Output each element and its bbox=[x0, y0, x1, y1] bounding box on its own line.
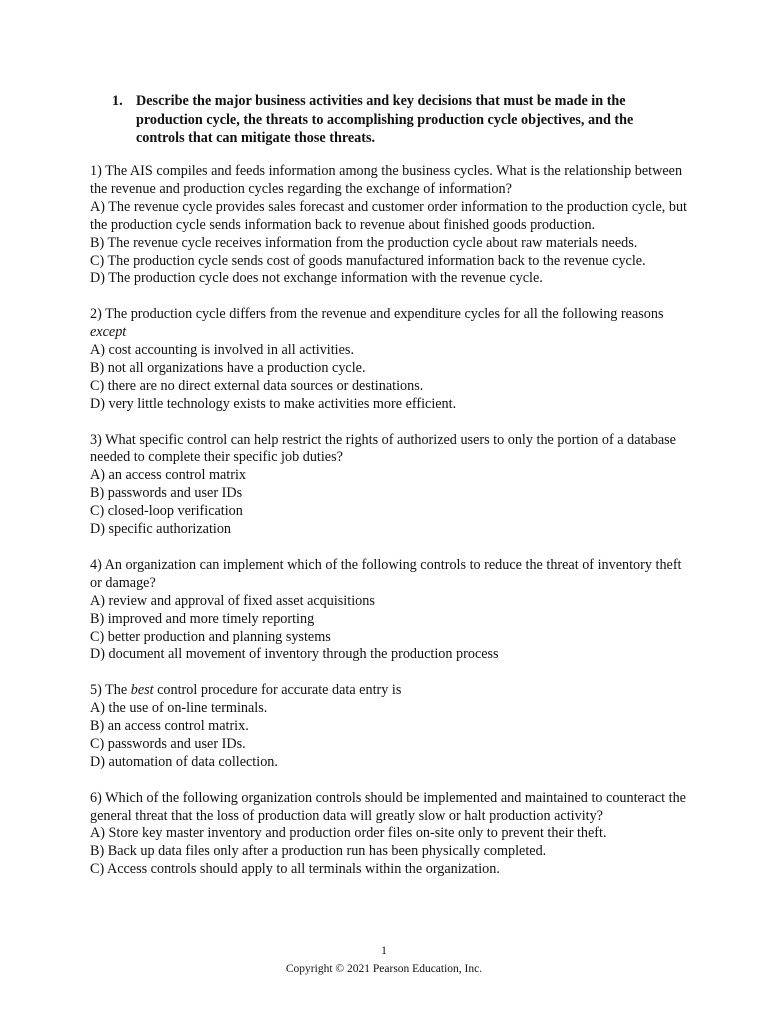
stem-emphasis: best bbox=[130, 682, 154, 699]
question-list bbox=[90, 163, 690, 897]
question-stem: 4) An organization can implement which of the following controls to reduce the threat of inventory theft or damage? bbox=[90, 556, 682, 591]
answer-option-c: C) Access controls should apply to all terminals within the organization. bbox=[90, 861, 500, 878]
answer-option-c: C) better production and planning systems bbox=[90, 628, 331, 645]
heading-text: Describe the major business activities and key decisions that must be made in the production cycle, the threats to accomplishing production cycle objectives, and the controls that can mitigate those threats. bbox=[136, 93, 634, 146]
answer-option-d: D) specific authorization bbox=[90, 521, 232, 538]
answer-option-b: B) an access control matrix. bbox=[90, 718, 249, 735]
answer-option-b: B) passwords and user IDs bbox=[90, 485, 243, 502]
question-5 bbox=[90, 682, 690, 772]
answer-option-c: C) passwords and user IDs. bbox=[90, 735, 246, 752]
stem-text: 2) The production cycle differs from the revenue and expenditure cycles for all the following reasons bbox=[90, 306, 664, 323]
question-stem: 1) The AIS compiles and feeds information among the business cycles. What is the relationship between the revenue and production cycles regarding the exchange of information? bbox=[90, 163, 683, 197]
page-number: 1 bbox=[381, 945, 387, 957]
stem-text: 5) The bbox=[90, 682, 131, 699]
section-heading bbox=[112, 92, 672, 148]
question-stem bbox=[90, 306, 690, 342]
question-3 bbox=[90, 432, 690, 539]
heading-number: 1. bbox=[112, 93, 123, 109]
question-2 bbox=[90, 306, 690, 413]
answer-option-b: B) Back up data files only after a production run has been physically completed. bbox=[90, 843, 547, 860]
answer-option-c: C) there are no direct external data sources or destinations. bbox=[90, 377, 424, 394]
question-stem: 3) What specific control can help restrict the rights of authorized users to only the portion of a database needed to complete their specific job duties? bbox=[90, 431, 676, 466]
question-4 bbox=[90, 557, 690, 664]
answer-option-c: C) The production cycle sends cost of goods manufactured information back to the revenue cycle. bbox=[90, 252, 646, 269]
answer-option-a: A) The revenue cycle provides sales forecast and customer order information to the production cycle, but the production cycle sends information back to revenue about finished goods production. bbox=[90, 198, 687, 233]
answer-option-c: C) closed-loop verification bbox=[90, 503, 243, 520]
answer-option-d: D) The production cycle does not exchange information with the revenue cycle. bbox=[90, 270, 543, 287]
stem-emphasis: except bbox=[90, 324, 127, 341]
answer-option-d: D) automation of data collection. bbox=[90, 753, 278, 770]
answer-option-a: A) Store key master inventory and production order files on-site only to prevent their theft. bbox=[90, 825, 607, 842]
question-6 bbox=[90, 790, 690, 880]
answer-option-b: B) improved and more timely reporting bbox=[90, 610, 315, 627]
question-1 bbox=[90, 163, 690, 288]
question-stem: 6) Which of the following organization controls should be implemented and maintained to counteract the general threat that the loss of production data will greatly slow or halt production activity? bbox=[90, 789, 686, 824]
answer-option-a: A) cost accounting is involved in all activities. bbox=[90, 342, 354, 359]
stem-text-after: control procedure for accurate data entry is bbox=[153, 682, 402, 699]
answer-option-d: D) very little technology exists to make activities more efficient. bbox=[90, 395, 457, 412]
answer-option-b: B) The revenue cycle receives information from the production cycle about raw materials needs. bbox=[90, 234, 638, 251]
answer-option-b: B) not all organizations have a production cycle. bbox=[90, 359, 366, 376]
copyright-notice: Copyright © 2021 Pearson Education, Inc. bbox=[285, 963, 483, 975]
answer-option-a: A) review and approval of fixed asset acquisitions bbox=[90, 592, 375, 609]
answer-option-a: A) an access control matrix bbox=[90, 467, 247, 484]
answer-option-a: A) the use of on-line terminals. bbox=[90, 700, 268, 717]
question-stem bbox=[90, 682, 690, 700]
answer-option-d: D) document all movement of inventory through the production process bbox=[90, 646, 499, 663]
